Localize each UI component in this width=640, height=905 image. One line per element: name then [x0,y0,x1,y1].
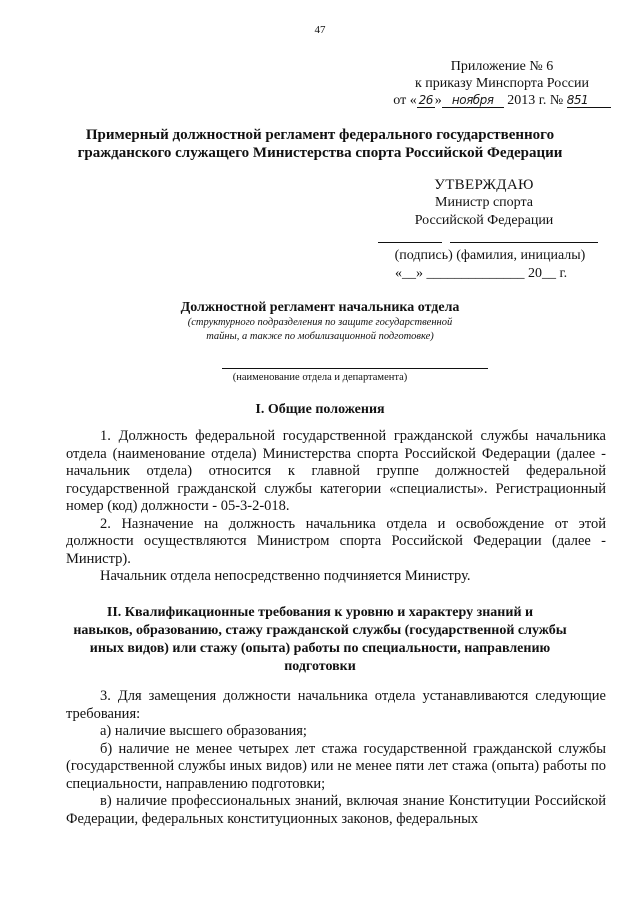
appendix-date-line [372,92,632,109]
signature-line [378,242,442,243]
paragraph-3: 3. Для замещения должности начальника отдела устанавливаются следующие требования: [66,688,606,722]
requirement-b: б) наличие не менее четырех лет стажа государственной гражданской службы (государственной службы иных видов) или не менее пяти лет стажа (опыта) работы по специальности, направлению подготовки; [66,740,606,792]
section-2-heading-line-4: подготовки [284,659,356,674]
department-label: (наименование отдела и департамента) [232,372,408,383]
document-title [0,126,640,162]
section-2-heading-line-1: II. Квалификационные требования к уровню и характеру знаний и [106,605,534,620]
date-mid: » [434,93,442,108]
page-number: 47 [314,24,326,36]
regulation-subtitle [150,316,490,344]
title-line-2: гражданского служащего Министерства спорта Российской Федерации [77,145,563,161]
year-number-label: 2013 г. № [507,93,564,108]
paragraph-1: 1. Должность федеральной государственной гражданской службы начальника отдела (наименование отдела) Министерства спорта Российской Федерации (далее - начальник отдела) относится к главной группе должностей федеральной государственной гражданской службы категории «специалисты». Регистрационный номер (код) должности - 05-3-2-018. [66,428,606,514]
regulation-subtitle-line-1: (структурного подразделения по защите государственной [187,317,453,328]
title-line-1: Примерный должностной регламент федерального государственного [85,127,555,143]
section-2-body [66,688,606,828]
regulation-title: Должностной регламент начальника отдела [180,300,460,315]
handwritten-order-number: 851 [567,93,611,108]
section-1-heading: I. Общие положения [255,402,385,417]
appendix-order-ref: к приказу Минспорта России [415,76,589,91]
approval-heading: УТВЕРЖДАЮ [434,177,534,193]
paragraph-subordination: Начальник отдела непосредственно подчиняется Министру. [100,568,471,584]
section-2-heading [60,604,580,676]
section-2-heading-line-2: навыков, образованию, стажу гражданской службы (государственной службы [73,623,567,638]
appendix-title: Приложение № 6 [450,59,554,74]
section-1-body [66,428,606,586]
signature-lines [378,242,598,244]
approval-organization: Российской Федерации [414,213,554,228]
signature-labels: (подпись) (фамилия, инициалы) [394,248,586,263]
regulation-subtitle-line-2: тайны, а также по мобилизационной подготовке) [206,331,434,342]
date-prefix: от « [393,93,417,108]
handwritten-month: ноября [442,93,504,108]
department-blank-line [222,368,488,369]
paragraph-2: 2. Назначение на должность начальника отдела и освобождение от этой должности осуществляются Министром спорта Российской Федерации (далее - Министр). [66,515,606,567]
approval-date-line: «__» ______________ 20__ г. [395,266,568,281]
appendix-block [372,58,632,109]
approval-block [364,176,604,230]
handwritten-day: 26 [418,93,433,107]
requirement-a: а) наличие высшего образования; [100,723,307,739]
requirement-v: в) наличие профессиональных знаний, включая знание Конституции Российской Федерации, федеральных конституционных законов, федеральных [66,793,606,827]
name-line [450,242,598,243]
section-2-heading-line-3: иных видов) или стажу (опыта) работы по специальности, направлению [89,641,551,656]
approval-position: Министр спорта [435,195,533,210]
